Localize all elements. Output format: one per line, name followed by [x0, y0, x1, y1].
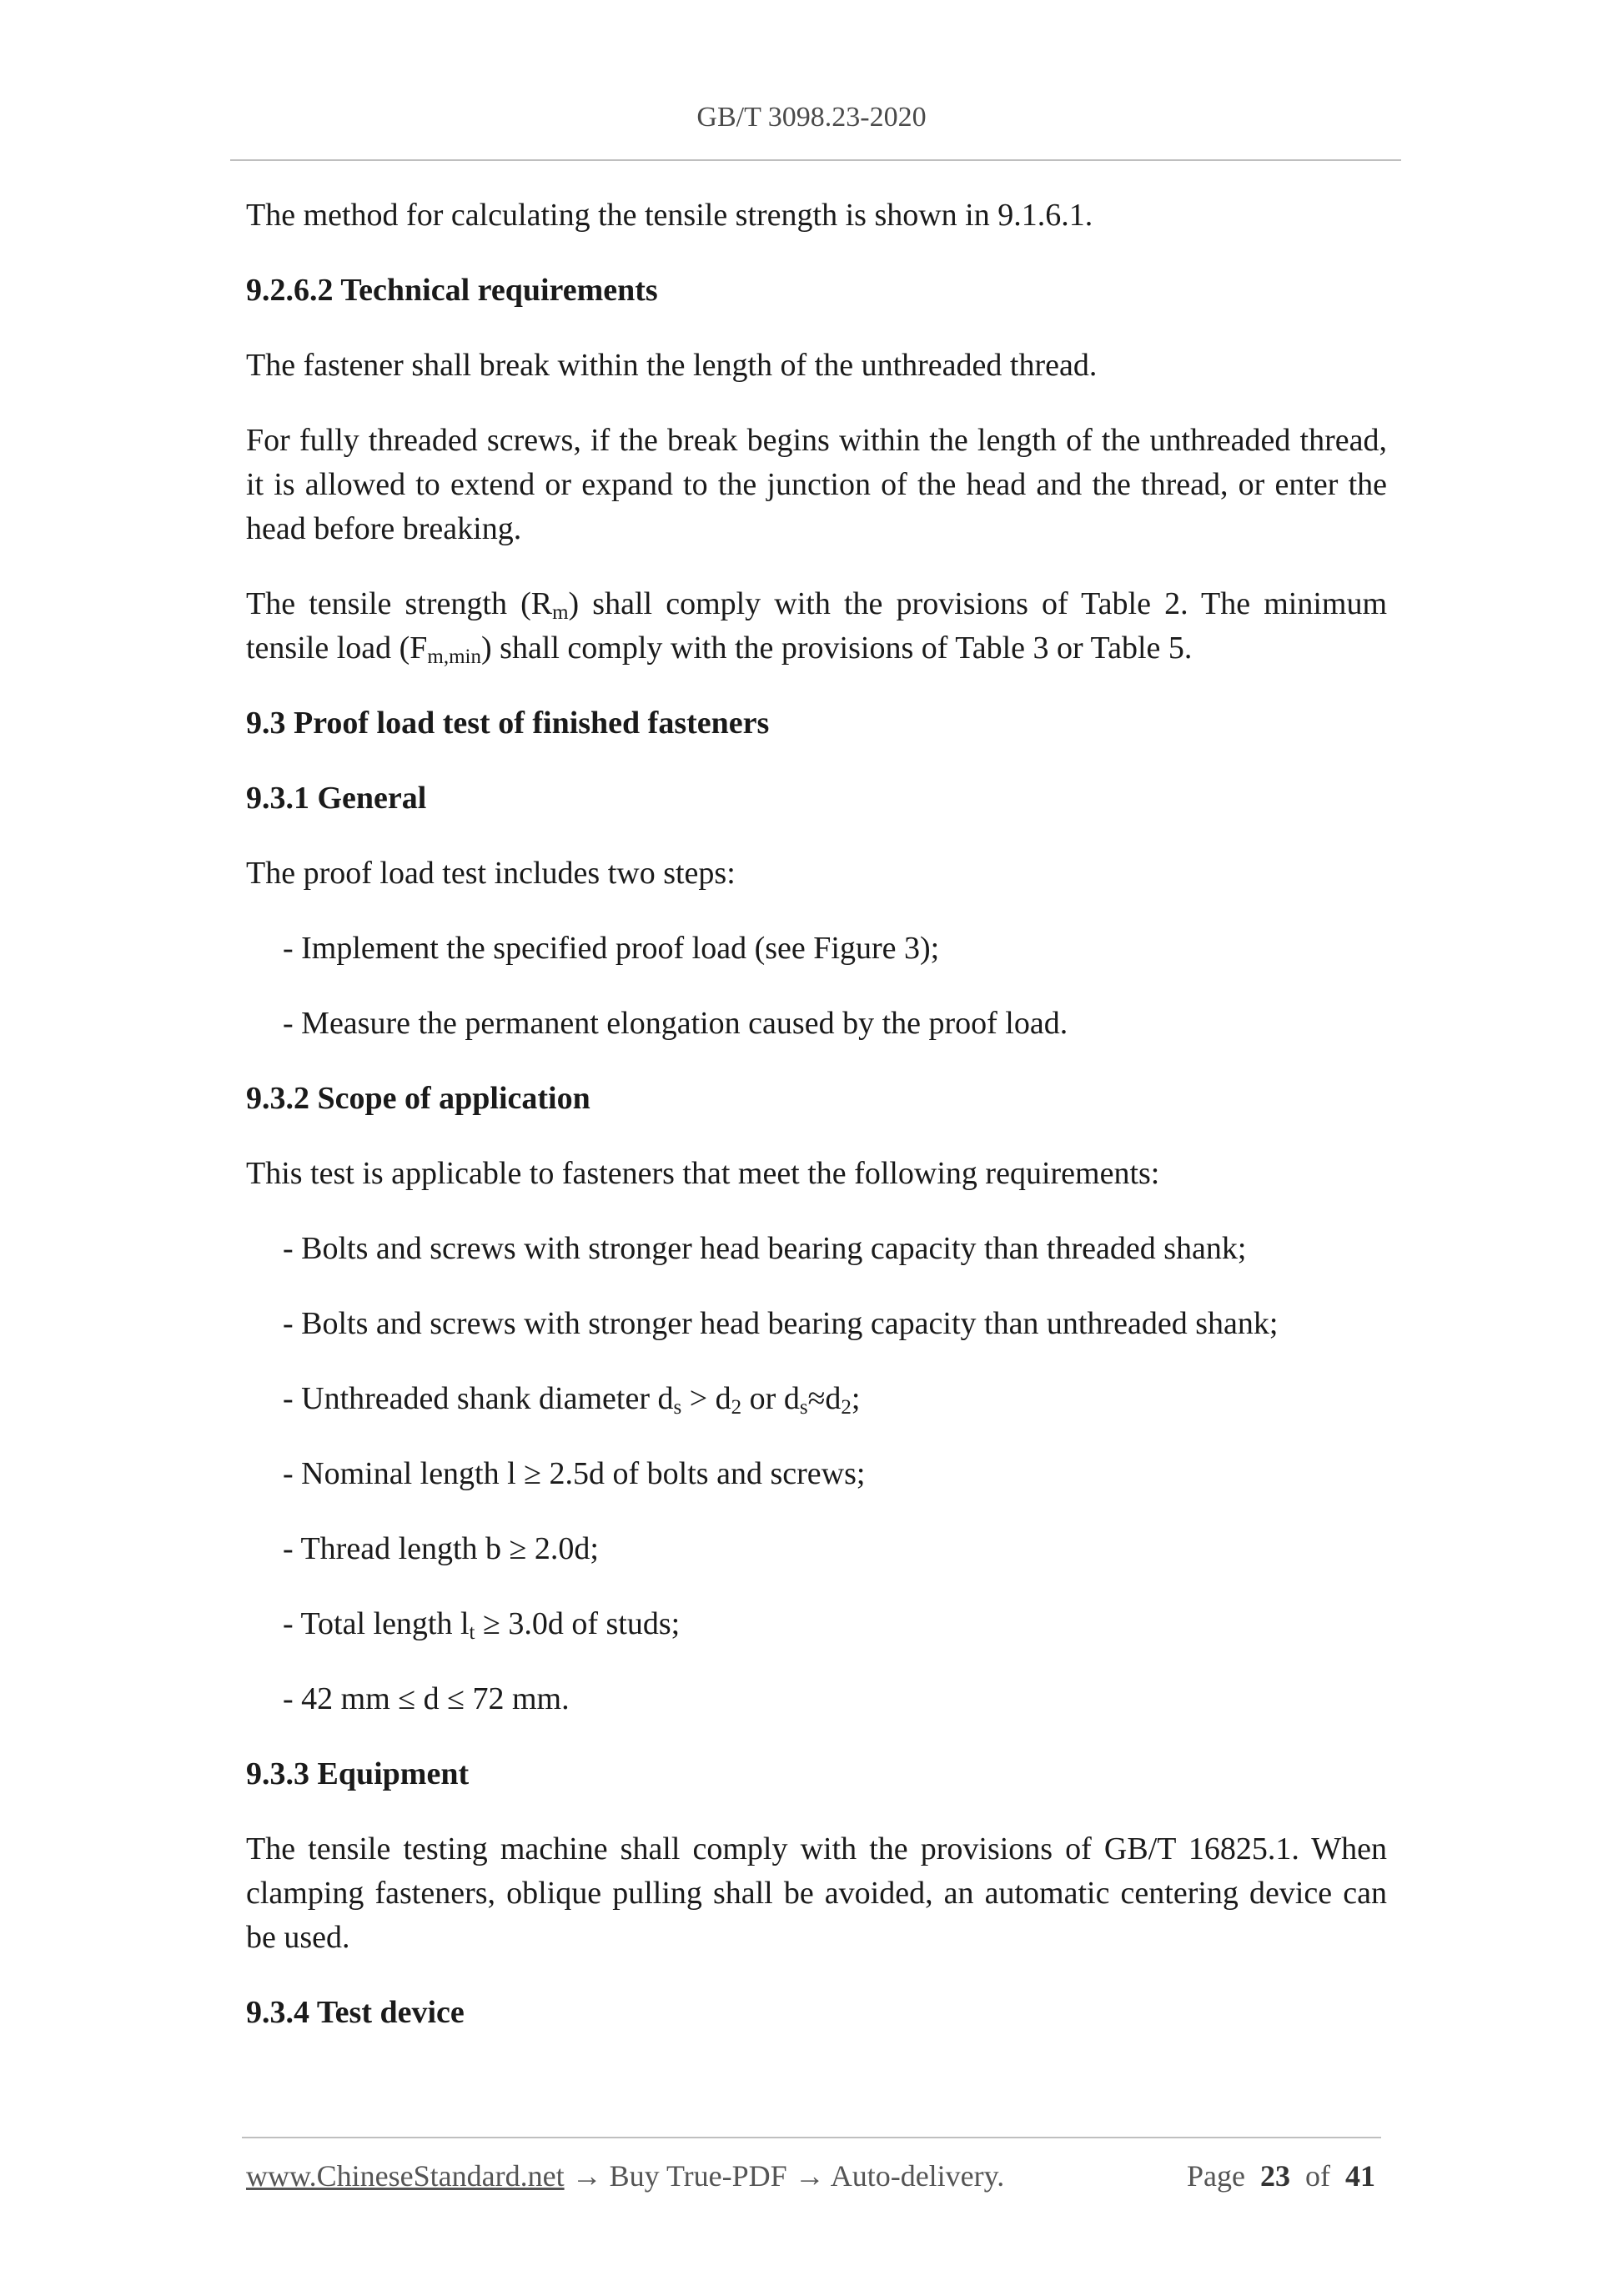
section-heading-9-2-6-2: 9.2.6.2 Technical requirements: [246, 273, 658, 308]
buy-text: Buy True-PDF: [609, 2159, 787, 2193]
section-heading-9-3-1: 9.3.1 General: [246, 781, 427, 816]
current-page: 23: [1260, 2159, 1290, 2193]
list-item: - Bolts and screws with stronger head bearing capacity than threaded shank;: [283, 1231, 1247, 1266]
paragraph: The proof load test includes two steps:: [246, 856, 736, 891]
document-body: [246, 193, 1387, 2035]
header-divider: [230, 159, 1401, 161]
list-item: - 42 mm ≤ d ≤ 72 mm.: [283, 1681, 570, 1716]
paragraph: This test is applicable to fasteners that meet the following requirements:: [246, 1156, 1160, 1191]
list-item: - Total length $l_t \ge 3.0d$ of studs;: [283, 1606, 681, 1644]
website-link[interactable]: www.ChineseStandard.net: [246, 2159, 565, 2193]
list-item: - Thread length b ≥ 2.0d;: [283, 1531, 599, 1566]
paragraph-tensile-strength: The tensile strength $(R_m)$ shall comply with the provisions of Table 2. The minimum tensile load $(F_{m,min})$ shall comply with the provisions of Table 3 or Table 5.: [246, 586, 1387, 668]
arrow-right-icon: →: [564, 2159, 610, 2193]
paragraph: The tensile testing machine shall comply with the provisions of GB/T 16825.1. When clamping fasteners, oblique pulling shall be avoided, an automatic centering device can be used.: [246, 1831, 1387, 1955]
list-item: - Nominal length l ≥ 2.5d of bolts and screws;: [283, 1456, 866, 1491]
section-heading-9-3: 9.3 Proof load test of finished fasteners: [246, 706, 770, 741]
arrow-right-icon: →: [786, 2159, 831, 2193]
footer-divider: [242, 2137, 1381, 2138]
section-heading-9-3-2: 9.3.2 Scope of application: [246, 1081, 590, 1116]
list-item: - Unthreaded shank diameter $d_s > d_2$ or $d_s\approx d_2$;: [283, 1381, 861, 1419]
page-number: Page 23 of 41: [1187, 2159, 1375, 2193]
list-item: - Measure the permanent elongation caused by the proof load.: [283, 1006, 1068, 1041]
list-item: - Bolts and screws with stronger head bearing capacity than unthreaded shank;: [283, 1306, 1279, 1341]
section-heading-9-3-4: 9.3.4 Test device: [246, 1995, 465, 2030]
paragraph: For fully threaded screws, if the break begins within the length of the unthreaded thread, it is allowed to extend or expand to the junction of the head and the thread, or enter the head before breaking.: [246, 423, 1387, 546]
list-item: - Implement the specified proof load (see Figure 3);: [283, 931, 940, 966]
paragraph: The method for calculating the tensile strength is shown in 9.1.6.1.: [246, 198, 1093, 233]
paragraph: The fastener shall break within the length of the unthreaded thread.: [246, 348, 1098, 383]
page-header: GB/T 3098.23-2020: [696, 102, 927, 133]
footer-promo: [246, 2158, 1004, 2193]
delivery-text: Auto-delivery.: [830, 2159, 1005, 2193]
total-pages: 41: [1345, 2159, 1375, 2193]
section-heading-9-3-3: 9.3.3 Equipment: [246, 1756, 470, 1791]
